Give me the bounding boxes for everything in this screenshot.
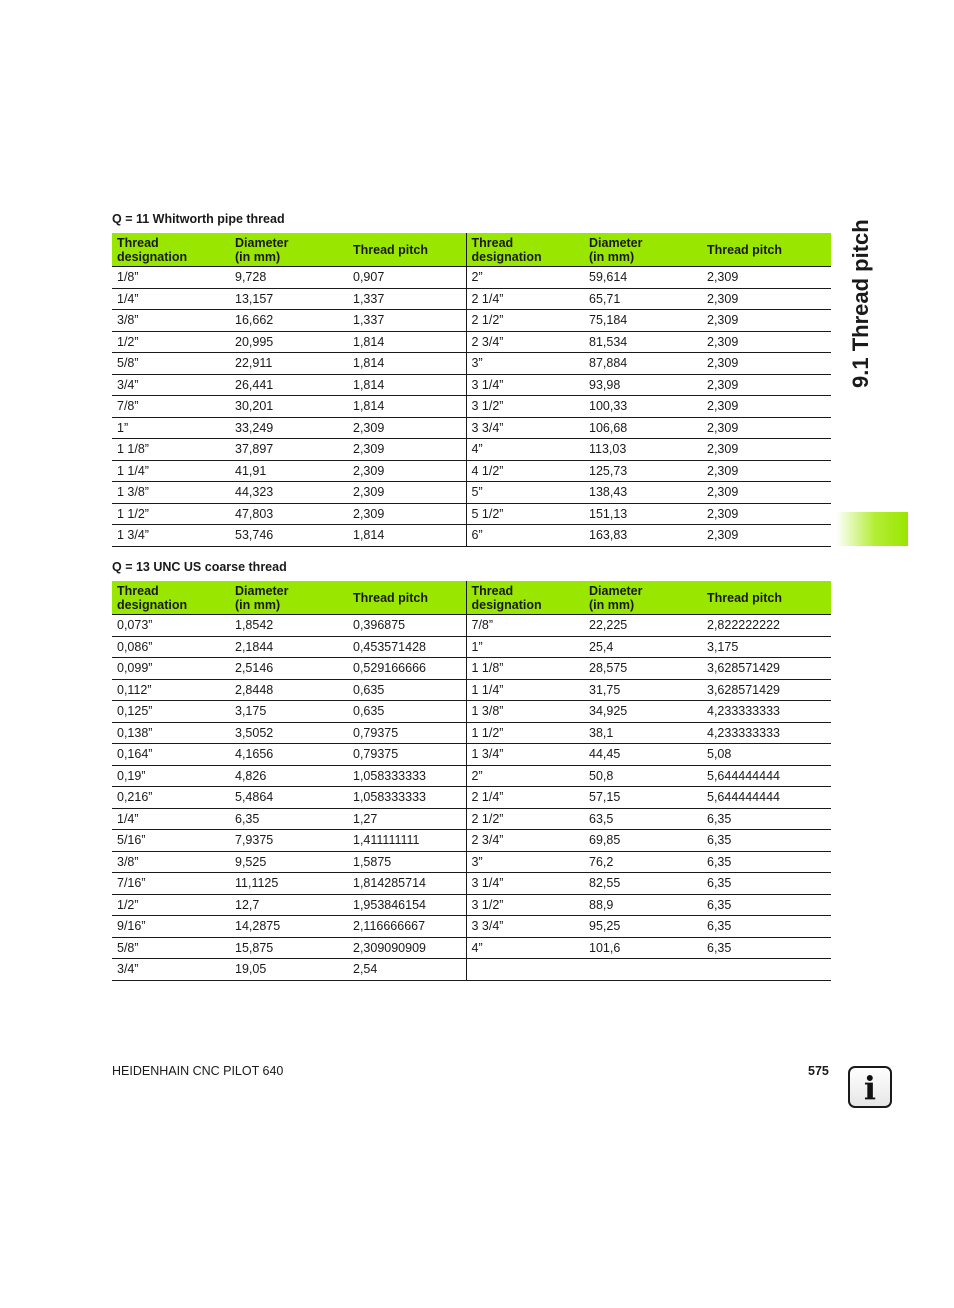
table-cell: 2,309 [702, 310, 831, 332]
table-row [112, 331, 831, 353]
table-cell: 3 1/4” [466, 374, 584, 396]
table-cell: 69,85 [584, 830, 702, 852]
table-cell: 2,8448 [230, 679, 348, 701]
table-cell: 1/8” [112, 267, 230, 289]
table-row [112, 851, 831, 873]
table-cell: 76,2 [584, 851, 702, 873]
table-cell: 100,33 [584, 396, 702, 418]
column-header: Diameter (in mm) [230, 581, 348, 615]
table-row [112, 959, 831, 981]
table-cell: 7/8” [466, 615, 584, 637]
table-cell: 4,826 [230, 765, 348, 787]
table-cell: 9,525 [230, 851, 348, 873]
table-cell: 47,803 [230, 503, 348, 525]
table-row [112, 636, 831, 658]
table-cell: 3 1/2” [466, 894, 584, 916]
table-row [112, 439, 831, 461]
table-cell: 0,216” [112, 787, 230, 809]
table-row [112, 658, 831, 680]
table-cell: 87,884 [584, 353, 702, 375]
table-cell: 59,614 [584, 267, 702, 289]
table-cell: 0,073” [112, 615, 230, 637]
table-cell: 7/8” [112, 396, 230, 418]
table-cell: 33,249 [230, 417, 348, 439]
column-header: Thread pitch [348, 581, 466, 615]
table-cell: 3 3/4” [466, 417, 584, 439]
table-cell: 1,058333333 [348, 787, 466, 809]
table-cell: 6,35 [702, 937, 831, 959]
table-row [112, 353, 831, 375]
table-cell: 6,35 [702, 830, 831, 852]
table-cell: 1,27 [348, 808, 466, 830]
table-cell: 5/16” [112, 830, 230, 852]
table-cell: 0,099” [112, 658, 230, 680]
table-cell: 3” [466, 353, 584, 375]
table-cell [466, 959, 584, 981]
table-row [112, 482, 831, 504]
table-cell: 1,953846154 [348, 894, 466, 916]
table-cell: 2 1/4” [466, 787, 584, 809]
table-row [112, 396, 831, 418]
table-cell: 138,43 [584, 482, 702, 504]
table-cell: 1/4” [112, 808, 230, 830]
table-cell: 106,68 [584, 417, 702, 439]
table-cell: 1,814285714 [348, 873, 466, 895]
table-cell: 1 3/4” [466, 744, 584, 766]
table-cell: 0,635 [348, 701, 466, 723]
table-cell: 5,644444444 [702, 765, 831, 787]
table-cell: 0,125” [112, 701, 230, 723]
table-row [112, 310, 831, 332]
table-cell: 1 3/8” [112, 482, 230, 504]
table-row [112, 374, 831, 396]
column-header: Thread designation [466, 581, 584, 615]
table-cell: 37,897 [230, 439, 348, 461]
table-cell: 65,71 [584, 288, 702, 310]
table-row [112, 679, 831, 701]
table-row [112, 765, 831, 787]
table-cell: 9/16” [112, 916, 230, 938]
table-cell: 151,13 [584, 503, 702, 525]
table-cell: 1,5875 [348, 851, 466, 873]
table-cell: 5,644444444 [702, 787, 831, 809]
table-cell: 1 3/8” [466, 701, 584, 723]
table-row [112, 288, 831, 310]
table-cell: 1,814 [348, 374, 466, 396]
table-cell: 0,907 [348, 267, 466, 289]
table-cell: 57,15 [584, 787, 702, 809]
table-cell: 1,337 [348, 310, 466, 332]
table-cell: 5,4864 [230, 787, 348, 809]
column-header: Thread designation [466, 233, 584, 267]
table-cell: 2,309 [348, 460, 466, 482]
table-row [112, 787, 831, 809]
table-cell: 4” [466, 439, 584, 461]
table-cell: 50,8 [584, 765, 702, 787]
table-cell: 30,201 [230, 396, 348, 418]
table-cell: 1,814 [348, 525, 466, 547]
table-cell: 113,03 [584, 439, 702, 461]
table-cell [584, 959, 702, 981]
table-cell: 5/8” [112, 937, 230, 959]
table-cell: 0,138” [112, 722, 230, 744]
table-cell: 2,309 [348, 503, 466, 525]
table-cell: 2,309 [702, 267, 831, 289]
table-cell: 1,411111111 [348, 830, 466, 852]
table-row [112, 873, 831, 895]
table-header-row [112, 233, 831, 267]
table-cell: 63,5 [584, 808, 702, 830]
table-cell: 88,9 [584, 894, 702, 916]
table-cell: 6,35 [702, 808, 831, 830]
table-row [112, 722, 831, 744]
table-cell: 2,309 [702, 482, 831, 504]
table-cell: 1 1/8” [112, 439, 230, 461]
table-cell: 1/2” [112, 331, 230, 353]
table-cell: 3/8” [112, 310, 230, 332]
table-cell: 9,728 [230, 267, 348, 289]
table-cell: 3/4” [112, 959, 230, 981]
table-cell: 2,309 [702, 288, 831, 310]
table-cell: 53,746 [230, 525, 348, 547]
table-cell: 2,116666667 [348, 916, 466, 938]
table-cell: 2,309 [702, 331, 831, 353]
table-cell: 1/4” [112, 288, 230, 310]
column-header: Thread pitch [348, 233, 466, 267]
table-cell: 163,83 [584, 525, 702, 547]
table-cell: 19,05 [230, 959, 348, 981]
table-header-row [112, 581, 831, 615]
table-cell: 3,175 [230, 701, 348, 723]
table-cell: 1 1/8” [466, 658, 584, 680]
table-cell: 6” [466, 525, 584, 547]
table-cell: 6,35 [702, 851, 831, 873]
table-cell: 2,822222222 [702, 615, 831, 637]
chapter-tab [836, 512, 908, 546]
table-cell: 3 1/2” [466, 396, 584, 418]
chapter-title: 9.1 Thread pitch [848, 219, 873, 388]
table-cell: 2,309 [702, 503, 831, 525]
table-cell: 5 1/2” [466, 503, 584, 525]
table-row [112, 417, 831, 439]
table-row [112, 744, 831, 766]
table-cell: 1 1/4” [112, 460, 230, 482]
unc-thread-table [112, 581, 831, 981]
column-header: Thread pitch [702, 233, 831, 267]
table-row [112, 894, 831, 916]
column-header: Thread designation [112, 581, 230, 615]
table-cell: 25,4 [584, 636, 702, 658]
table-cell: 2,5146 [230, 658, 348, 680]
table-cell: 6,35 [702, 916, 831, 938]
table-cell: 44,323 [230, 482, 348, 504]
table-cell: 2,309 [702, 460, 831, 482]
column-header: Thread pitch [702, 581, 831, 615]
table-cell: 5/8” [112, 353, 230, 375]
table-row [112, 503, 831, 525]
table-cell: 5,08 [702, 744, 831, 766]
table-cell: 13,157 [230, 288, 348, 310]
table-cell: 95,25 [584, 916, 702, 938]
table-cell: 2 3/4” [466, 331, 584, 353]
table-cell: 6,35 [702, 873, 831, 895]
table-cell: 1” [112, 417, 230, 439]
page-number: 575 [808, 1064, 829, 1078]
table-cell: 0,396875 [348, 615, 466, 637]
table-cell: 6,35 [230, 808, 348, 830]
table-cell: 3,628571429 [702, 658, 831, 680]
table-cell: 20,995 [230, 331, 348, 353]
table-cell: 15,875 [230, 937, 348, 959]
table-cell: 2,309 [348, 417, 466, 439]
footer-product-name: HEIDENHAIN CNC PILOT 640 [112, 1064, 284, 1078]
table-cell: 0,79375 [348, 722, 466, 744]
table-cell: 1 1/2” [112, 503, 230, 525]
table-cell: 2 1/2” [466, 310, 584, 332]
table-cell: 2 1/2” [466, 808, 584, 830]
table-cell: 2,309 [348, 482, 466, 504]
table-cell: 75,184 [584, 310, 702, 332]
table-cell: 0,112” [112, 679, 230, 701]
column-header: Diameter (in mm) [230, 233, 348, 267]
table-cell [702, 959, 831, 981]
table-cell: 22,911 [230, 353, 348, 375]
table-cell: 3/8” [112, 851, 230, 873]
table-cell: 2,309 [702, 353, 831, 375]
table-cell: 2,309 [702, 417, 831, 439]
table-cell: 1 1/4” [466, 679, 584, 701]
column-header: Diameter (in mm) [584, 233, 702, 267]
table-cell: 3,5052 [230, 722, 348, 744]
table-cell: 82,55 [584, 873, 702, 895]
table-cell: 16,662 [230, 310, 348, 332]
table-cell: 1” [466, 636, 584, 658]
table-cell: 0,19” [112, 765, 230, 787]
table-cell: 5” [466, 482, 584, 504]
table-cell: 34,925 [584, 701, 702, 723]
table-cell: 1,814 [348, 396, 466, 418]
table-cell: 3/4” [112, 374, 230, 396]
table-cell: 2” [466, 765, 584, 787]
table-cell: 7/16” [112, 873, 230, 895]
table-cell: 2,309 [702, 439, 831, 461]
table-cell: 4” [466, 937, 584, 959]
table-cell: 2,309 [702, 374, 831, 396]
table-cell: 81,534 [584, 331, 702, 353]
table-cell: 1,058333333 [348, 765, 466, 787]
table-cell: 3,628571429 [702, 679, 831, 701]
table-cell: 4,1656 [230, 744, 348, 766]
table-cell: 0,453571428 [348, 636, 466, 658]
table-cell: 3,175 [702, 636, 831, 658]
table-cell: 14,2875 [230, 916, 348, 938]
table-row [112, 460, 831, 482]
table-cell: 12,7 [230, 894, 348, 916]
table-row [112, 916, 831, 938]
table-cell: 1,337 [348, 288, 466, 310]
table-cell: 4,233333333 [702, 701, 831, 723]
info-icon[interactable]: i [848, 1066, 892, 1108]
table-cell: 0,529166666 [348, 658, 466, 680]
table-row [112, 267, 831, 289]
table-row [112, 937, 831, 959]
table-cell: 4,233333333 [702, 722, 831, 744]
table-cell: 7,9375 [230, 830, 348, 852]
table-cell: 6,35 [702, 894, 831, 916]
table-cell: 101,6 [584, 937, 702, 959]
table-caption-whitworth: Q = 11 Whitworth pipe thread [112, 212, 285, 226]
table-row [112, 830, 831, 852]
table-cell: 31,75 [584, 679, 702, 701]
table-cell: 0,164” [112, 744, 230, 766]
table-cell: 2 1/4” [466, 288, 584, 310]
table-cell: 1,8542 [230, 615, 348, 637]
table-cell: 28,575 [584, 658, 702, 680]
table-cell: 93,98 [584, 374, 702, 396]
table-cell: 38,1 [584, 722, 702, 744]
table-cell: 2,309 [702, 525, 831, 547]
table-cell: 2 3/4” [466, 830, 584, 852]
table-cell: 4 1/2” [466, 460, 584, 482]
table-cell: 26,441 [230, 374, 348, 396]
table-cell: 0,086” [112, 636, 230, 658]
table-cell: 3 3/4” [466, 916, 584, 938]
column-header: Diameter (in mm) [584, 581, 702, 615]
table-cell: 2,1844 [230, 636, 348, 658]
table-cell: 3 1/4” [466, 873, 584, 895]
table-cell: 2,54 [348, 959, 466, 981]
table-cell: 1/2” [112, 894, 230, 916]
table-cell: 2,309090909 [348, 937, 466, 959]
table-cell: 44,45 [584, 744, 702, 766]
table-cell: 11,1125 [230, 873, 348, 895]
whitworth-thread-table [112, 233, 831, 547]
table-row [112, 615, 831, 637]
table-cell: 125,73 [584, 460, 702, 482]
table-cell: 3” [466, 851, 584, 873]
table-cell: 22,225 [584, 615, 702, 637]
table-cell: 0,635 [348, 679, 466, 701]
table-cell: 2,309 [348, 439, 466, 461]
table-cell: 2,309 [702, 396, 831, 418]
table-cell: 1 1/2” [466, 722, 584, 744]
table-cell: 1,814 [348, 331, 466, 353]
table-cell: 1,814 [348, 353, 466, 375]
table-cell: 1 3/4” [112, 525, 230, 547]
table-cell: 2” [466, 267, 584, 289]
table-caption-unc: Q = 13 UNC US coarse thread [112, 560, 287, 574]
table-row [112, 525, 831, 547]
column-header: Thread designation [112, 233, 230, 267]
table-row [112, 808, 831, 830]
table-row [112, 701, 831, 723]
table-cell: 41,91 [230, 460, 348, 482]
table-cell: 0,79375 [348, 744, 466, 766]
